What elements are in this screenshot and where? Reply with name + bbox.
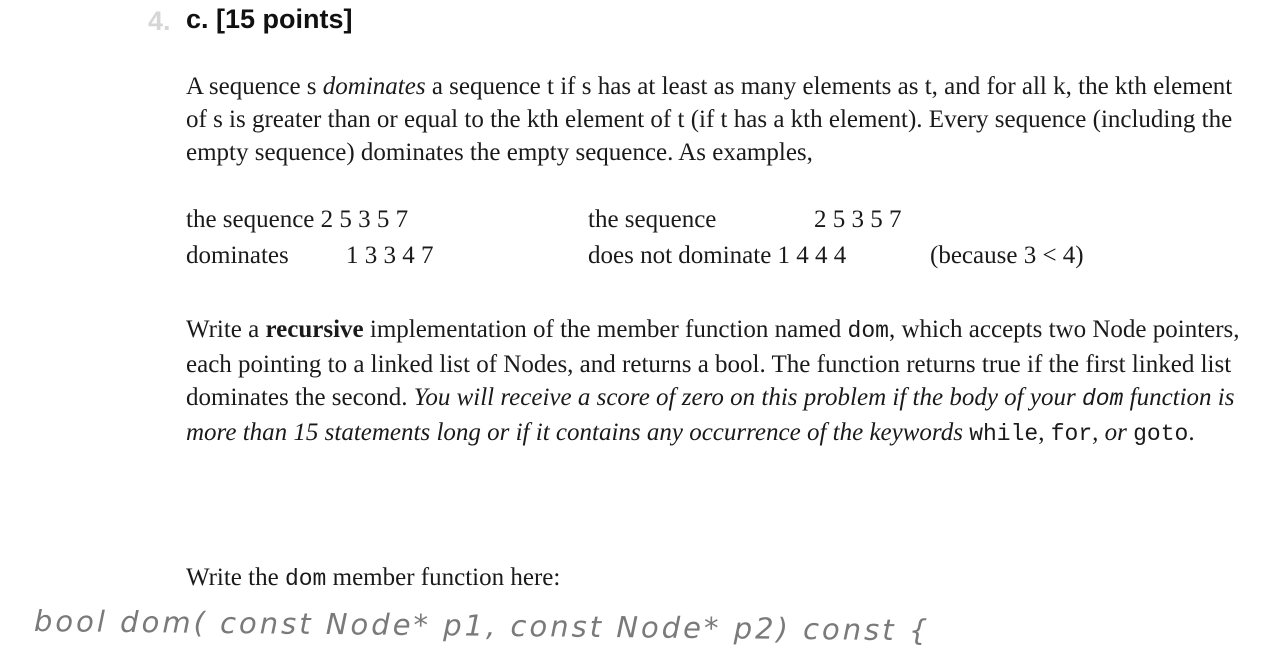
- comma-text: ,: [1038, 419, 1051, 446]
- warning-text-3: , or: [1092, 419, 1134, 446]
- instr-text-a: Write a: [186, 316, 266, 343]
- example-right-line2-note: (because 3 < 4): [930, 242, 1084, 269]
- period-text: .: [1188, 419, 1195, 446]
- definition-text-1: A sequence s: [186, 73, 323, 100]
- question-number: 4.: [148, 6, 171, 36]
- instructions-paragraph: [186, 313, 1246, 451]
- code-dom-2: dom: [1081, 386, 1124, 412]
- recursive-term: recursive: [265, 316, 364, 343]
- example-left-line2-label: dominates: [186, 242, 289, 269]
- example-left-line2-seq: 1 3 3 4 7: [346, 242, 434, 269]
- question-header: c. [15 points]: [186, 4, 353, 34]
- definition-paragraph: [186, 70, 1246, 169]
- instr-text-c: implementation of the member function named: [363, 316, 848, 343]
- example-right-line1-label: the sequence: [588, 206, 717, 233]
- dominates-term: dominates: [322, 73, 426, 100]
- warning-text-2: function is more than 15 statements long or if it contains any occurrence of the keywords: [186, 384, 1235, 446]
- example-left-line1: the sequence 2 5 3 5 7: [186, 206, 409, 233]
- instr-text-e: , which accepts two Node pointers, each pointing to a linked list of Nodes, and returns a bool. The function returns true if the first linked list dominates the second.: [186, 316, 1240, 411]
- prompt-text-a: Write the: [186, 564, 285, 591]
- example-right-line1-seq: 2 5 3 5 7: [814, 206, 902, 233]
- example-right-line2-label: does not dominate 1 4 4 4: [588, 242, 847, 269]
- code-for: for: [1050, 421, 1093, 447]
- code-dom-3: dom: [284, 566, 327, 592]
- handwritten-answer: bool dom( const Node* p1, const Node* p2) const {: [33, 604, 931, 648]
- answer-prompt: [186, 561, 1246, 596]
- warning-text-1: You will receive a score of zero on this problem if the body of your: [413, 384, 1082, 411]
- code-while: while: [969, 421, 1039, 447]
- prompt-text-c: member function here:: [326, 564, 561, 591]
- definition-text-2: a sequence t if s has at least as many elements as t, and for all k, the kth element of s is greater than or equal to the kth element of t (if t has a kth element). Every sequence (including the empty sequence) dominates the empty sequence. As examples,: [186, 73, 1233, 166]
- code-goto: goto: [1133, 421, 1189, 447]
- code-dom-1: dom: [847, 318, 889, 344]
